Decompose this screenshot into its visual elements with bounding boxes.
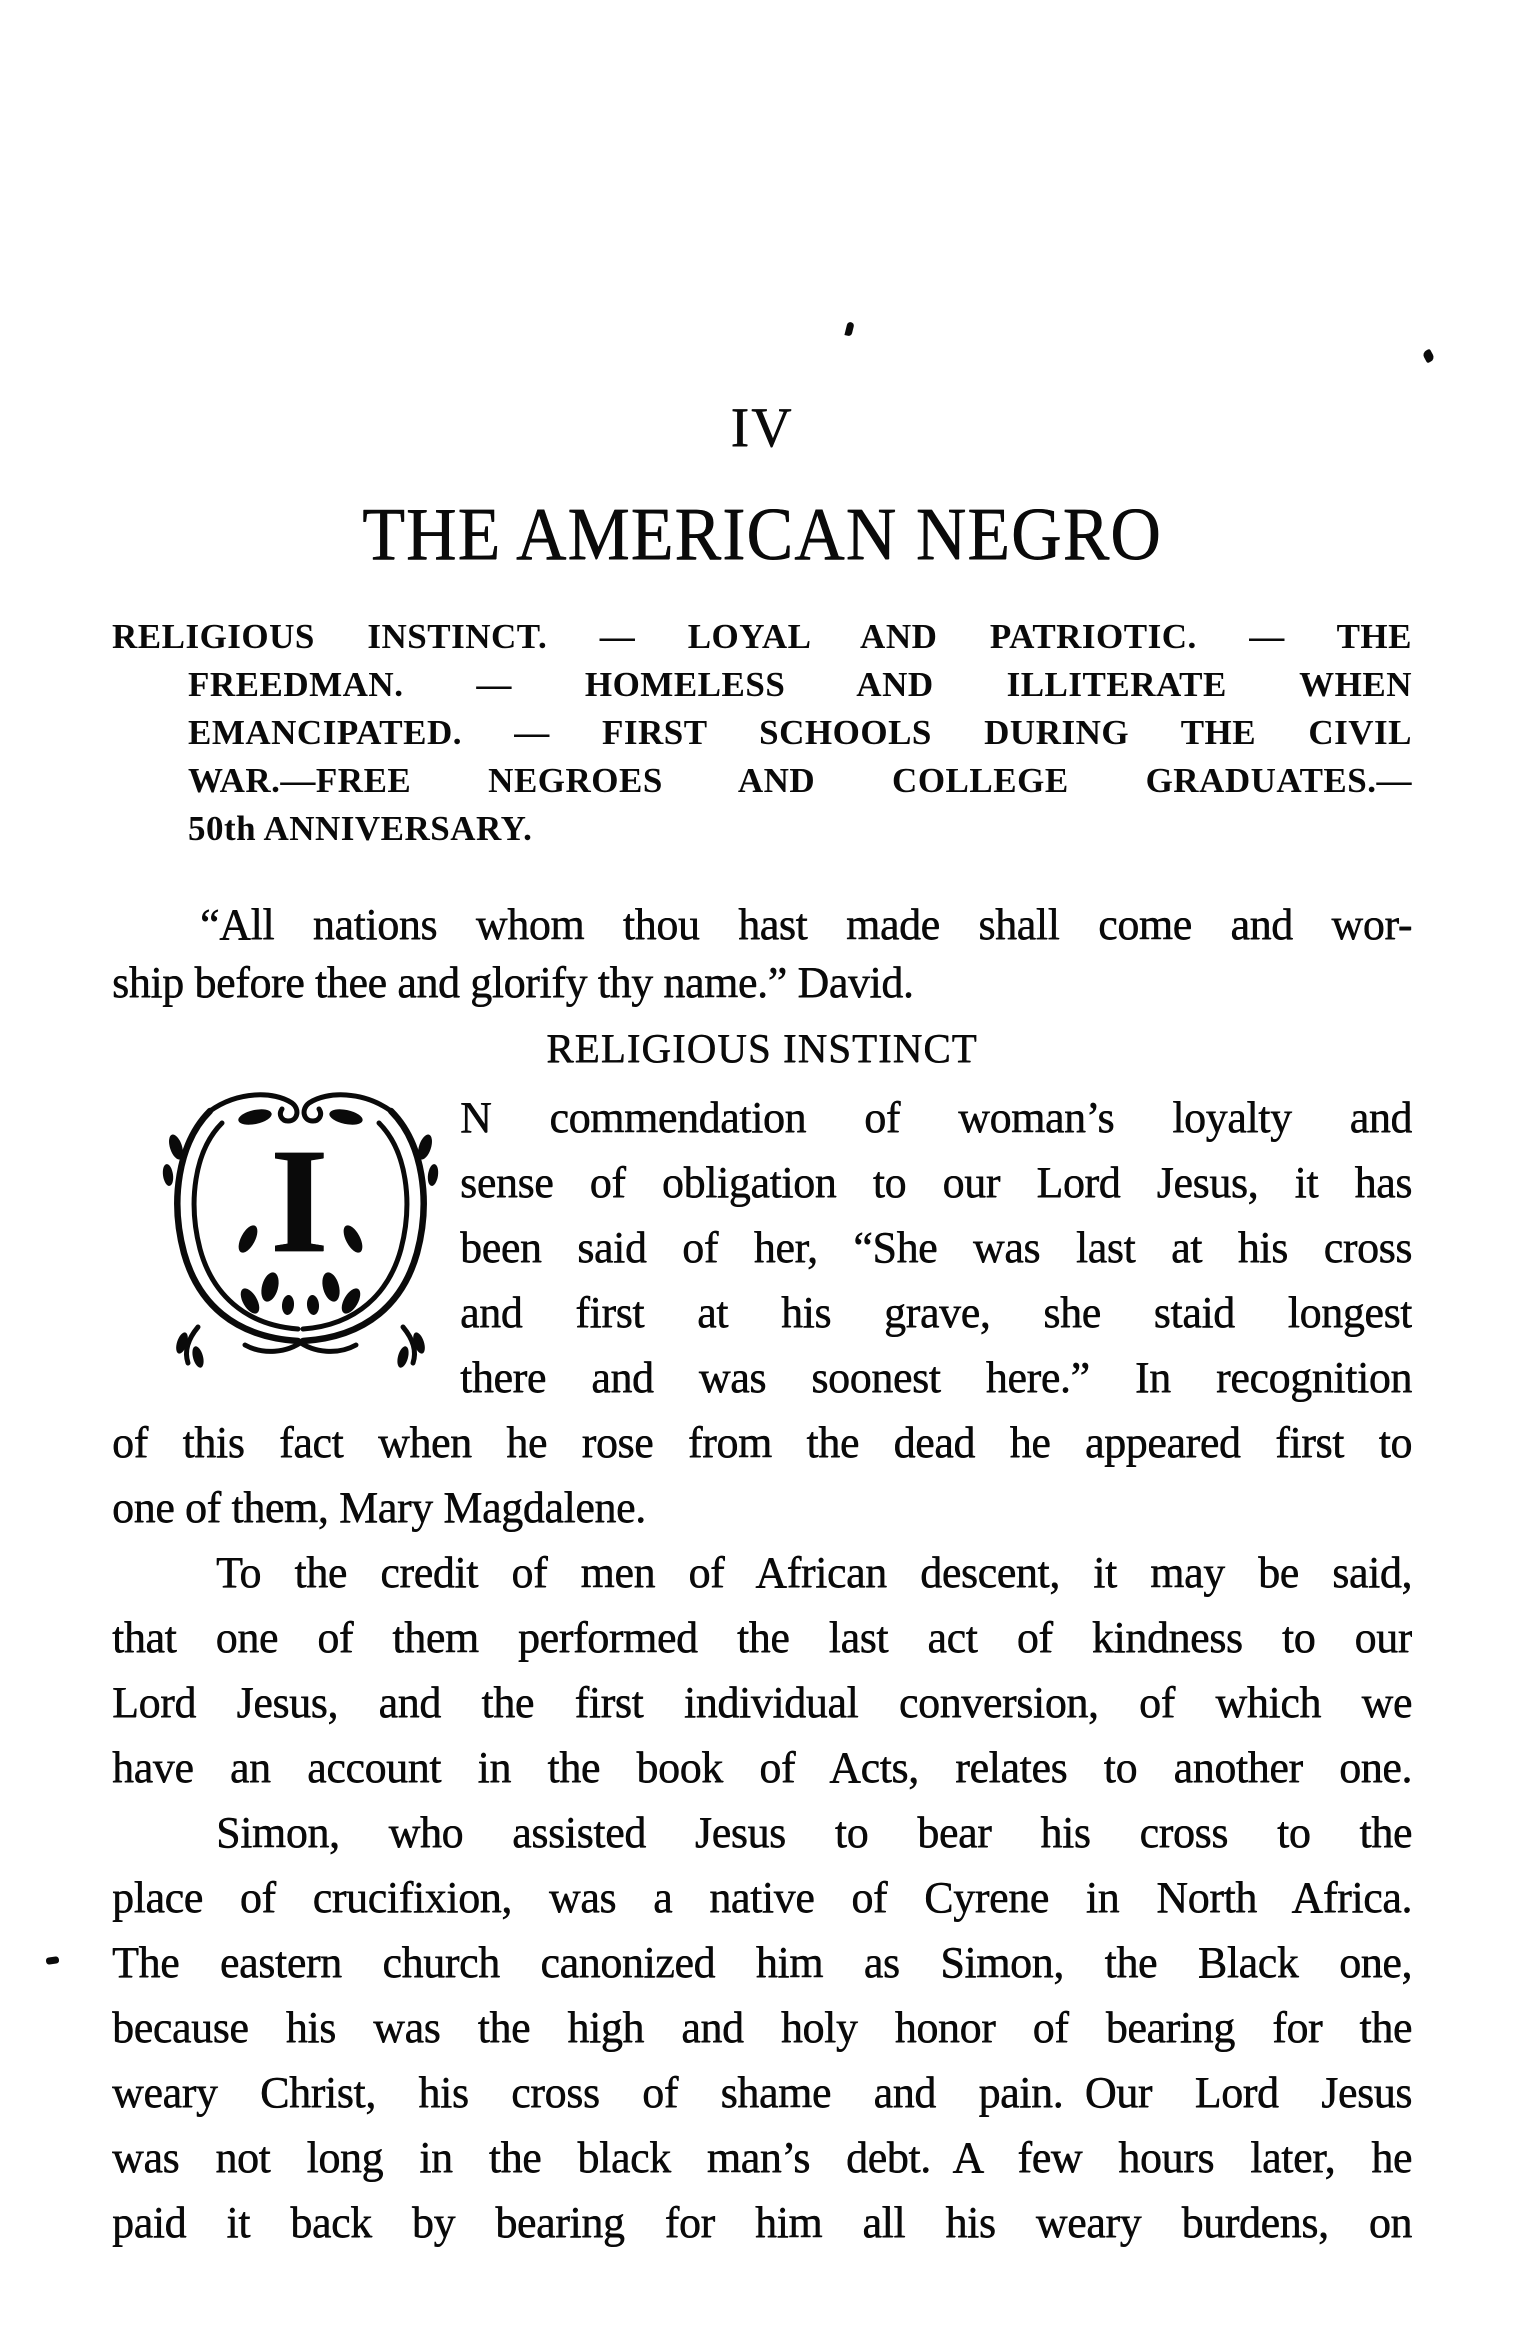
text-line: was not long in the black man’s debt. A few hours later, he <box>112 2133 1412 2182</box>
text-line: WAR.—FREE NEGROES AND COLLEGE GRADUATES.— <box>188 761 1412 800</box>
text-line: of this fact when he rose from the dead he appeared first to <box>112 1418 1412 1467</box>
text-line: FREEDMAN. — HOMELESS AND ILLITERATE WHEN <box>188 665 1412 704</box>
text-line: Simon, who assisted Jesus to bear his cross to the <box>216 1808 1412 1857</box>
epigraph-quote <box>112 896 1412 1012</box>
chapter-summary <box>112 613 1412 853</box>
text-line: one of them, Mary Magdalene. <box>112 1483 646 1532</box>
scan-speck <box>46 1956 60 1965</box>
text-line: N commendation of woman’s loyalty and <box>460 1093 1412 1142</box>
text-line: there and was soonest here.” In recognition <box>460 1353 1412 1402</box>
text-line: 50th ANNIVERSARY. <box>188 809 533 848</box>
text-line: because his was the high and holy honor of bearing for the <box>112 2003 1412 2052</box>
text-line: “All nations whom thou hast made shall come and wor- <box>200 900 1412 949</box>
text-line: To the credit of men of African descent, it may be said, <box>216 1548 1412 1597</box>
text-line: paid it back by bearing for him all his weary burdens, on <box>112 2198 1412 2247</box>
text-line: weary Christ, his cross of shame and pain. Our Lord Jesus <box>112 2068 1412 2117</box>
text-line: ship before thee and glorify thy name.” David. <box>112 958 914 1007</box>
text-line: sense of obligation to our Lord Jesus, it has <box>460 1158 1412 1207</box>
body-text <box>112 1085 1412 2255</box>
section-heading: RELIGIOUS INSTINCT <box>546 1025 978 1071</box>
drop-cap-ornament <box>112 1085 460 1403</box>
scan-speck <box>844 321 854 336</box>
text-line: have an account in the book of Acts, relates to another one. <box>112 1743 1412 1792</box>
text-line: and first at his grave, she staid longest <box>460 1288 1412 1337</box>
text-line: Lord Jesus, and the first individual conversion, of which we <box>112 1678 1412 1727</box>
drop-cap-letter: I <box>270 1118 328 1284</box>
chapter-title: THE AMERICAN NEGRO <box>362 493 1162 577</box>
scan-speck <box>1422 349 1436 364</box>
floral-initial-frame-icon <box>158 1091 443 1369</box>
text-line: that one of them performed the last act of kindness to our <box>112 1613 1412 1662</box>
text-line: RELIGIOUS INSTINCT. — LOYAL AND PATRIOTIC. — THE <box>112 617 1412 656</box>
text-line: place of crucifixion, was a native of Cyrene in North Africa. <box>112 1873 1412 1922</box>
text-line: EMANCIPATED. — FIRST SCHOOLS DURING THE CIVIL <box>188 713 1412 752</box>
chapter-number: IV <box>730 397 794 459</box>
text-line: been said of her, “She was last at his cross <box>460 1223 1412 1272</box>
text-line: The eastern church canonized him as Simon, the Black one, <box>112 1938 1412 1987</box>
